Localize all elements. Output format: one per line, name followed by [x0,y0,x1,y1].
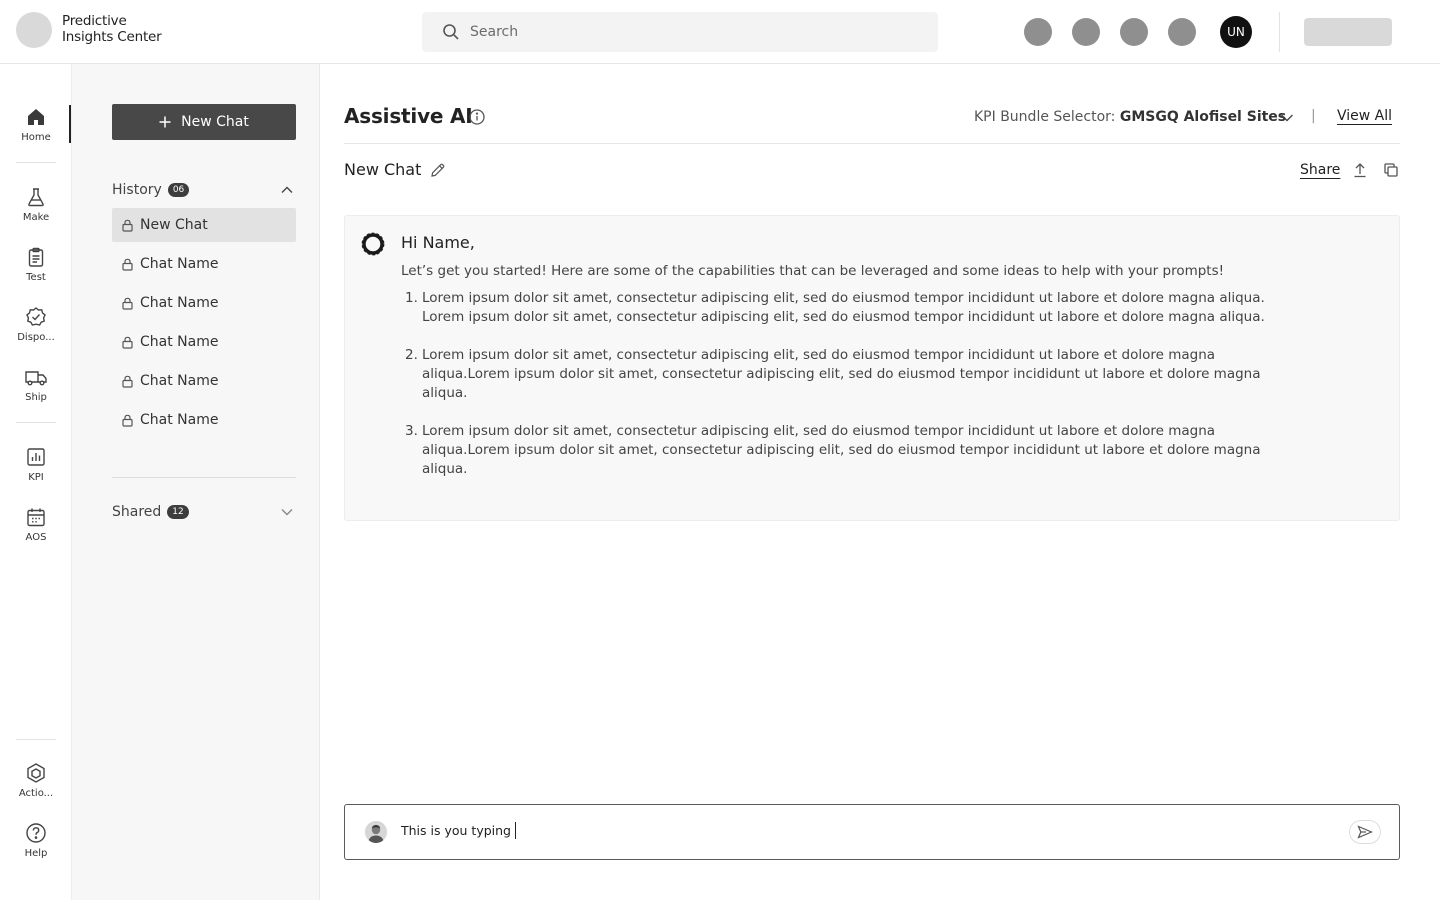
rail-item-kpi[interactable] [0,444,72,500]
app-name [62,13,162,45]
cube-icon [25,762,47,784]
lock-icon [122,375,133,388]
search-bar [422,12,938,52]
history-count-badge: 06 [168,183,189,197]
rail-item-test[interactable] [0,244,72,300]
home-icon [25,106,47,128]
new-chat-button-label: New Chat [181,114,249,130]
kpi-bundle-selector[interactable] [974,109,1286,125]
chevron-up-icon[interactable] [280,183,294,197]
left-nav-rail [0,64,72,900]
header-action-3[interactable] [1120,18,1148,46]
header-placeholder-button[interactable] [1304,18,1392,46]
pencil-icon[interactable] [430,162,446,178]
search-icon [442,23,460,41]
chevron-down-icon[interactable] [1280,112,1294,124]
history-item[interactable] [112,403,296,437]
flask-icon [25,186,47,208]
header-action-2[interactable] [1072,18,1100,46]
rail-item-home[interactable] [0,104,72,160]
share-link[interactable]: Share [1300,162,1341,178]
page-title: Assistive AI [344,104,473,128]
user-photo-avatar [365,821,387,843]
list-item [401,289,1271,327]
history-item-label: New Chat [140,217,208,233]
rail-label: Home [21,132,51,143]
rail-label: Test [26,272,46,283]
rail-label: KPI [28,472,44,483]
rail-label: Help [24,848,48,859]
rail-item-make[interactable] [0,184,72,240]
rail-item-ship[interactable] [0,364,72,420]
chat-history-panel [72,64,320,900]
assistant-avatar-icon [361,232,385,256]
rail-label: AOS [25,532,47,543]
main-divider [344,143,1400,144]
history-title: History [112,182,162,198]
list-item-number: 1. [405,290,418,306]
text-cursor [515,822,516,839]
shared-title: Shared [112,504,162,520]
user-avatar[interactable]: UN [1220,16,1252,48]
rail-label: Actio... [18,788,54,799]
history-item-label: Chat Name [140,412,219,428]
truck-icon [24,366,48,388]
header-action-1[interactable] [1024,18,1052,46]
header-action-4[interactable] [1168,18,1196,46]
header-pipe-divider: | [1311,108,1316,124]
lock-icon [122,258,133,271]
capability-list [401,289,1271,498]
list-item [401,346,1271,403]
chat-title: New Chat [344,160,422,179]
list-item-text: Lorem ipsum dolor sit amet, consectetur adipiscing elit, sed do eiusmod tempor incididunt ut labore et dolore magna aliqua. Lorem ipsum dolor sit amet, consectetur adipiscing elit, sed do eiusmod tempor incididunt ut labore et dolore magna aliqua. [422,290,1265,325]
rail-item-disposition[interactable] [0,304,72,360]
list-item-number: 2. [405,347,418,363]
history-item[interactable] [112,247,296,281]
rail-item-help[interactable] [0,820,72,876]
app-logo[interactable] [16,12,52,48]
send-icon [1357,825,1373,839]
chat-input-text[interactable] [401,822,516,839]
new-chat-button[interactable] [112,104,296,140]
assistant-intro: Let’s get you started! Here are some of the capabilities that can be leveraged and some ideas to help with your prompts! [401,263,1225,279]
top-bar [0,0,1440,64]
shared-count-badge: 12 [167,505,188,519]
kpi-bundle-value: GMSGQ Alofisel Sites [1119,109,1287,125]
rail-divider [16,739,56,740]
send-button[interactable] [1349,820,1381,844]
header-divider [1279,12,1280,52]
badge-check-icon [25,306,47,328]
assistant-greeting: Hi Name, [401,233,475,252]
shared-section-header[interactable] [112,502,296,522]
history-item-label: Chat Name [140,295,219,311]
rail-label: Make [22,212,50,223]
history-item-label: Chat Name [140,256,219,272]
chat-input-box[interactable] [344,804,1400,860]
chevron-down-icon[interactable] [280,505,294,519]
history-section-header[interactable] [112,180,296,200]
rail-item-actions[interactable] [0,760,72,816]
rail-divider [16,422,56,423]
rail-label: Dispo... [17,332,55,343]
copy-icon[interactable] [1383,162,1399,178]
history-item[interactable] [112,208,296,242]
rail-divider [16,162,56,163]
lock-icon [122,297,133,310]
chat-input-value: This is you typing [401,823,511,838]
app-name-line2: Insights Center [62,29,162,45]
help-icon [25,822,47,844]
panel-divider [112,477,296,478]
lock-icon [122,336,133,349]
lock-icon [122,219,133,232]
info-icon[interactable] [469,109,485,125]
history-item[interactable] [112,364,296,398]
user-photo-icon [365,821,387,843]
calendar-icon [25,506,47,528]
plus-icon [159,116,171,128]
rail-item-aos[interactable] [0,504,72,560]
lock-icon [122,414,133,427]
kpi-bundle-label: KPI Bundle Selector: [974,109,1116,125]
assistant-message [344,215,1400,521]
clipboard-icon [25,246,47,268]
search-input[interactable] [470,12,910,52]
app-name-line1: Predictive [62,13,127,29]
list-item-number: 3. [405,423,418,439]
history-item-label: Chat Name [140,373,219,389]
upload-icon[interactable] [1353,162,1367,178]
list-item-text: Lorem ipsum dolor sit amet, consectetur adipiscing elit, sed do eiusmod tempor incididunt ut labore et dolore magna aliqua.Lorem ipsum dolor sit amet, consectetur adipiscing elit, sed do eiusmod tempor incididunt ut labore et dolore magna aliqua. [422,347,1261,401]
bar-chart-icon [25,446,47,468]
history-item-label: Chat Name [140,334,219,350]
list-item-text: Lorem ipsum dolor sit amet, consectetur adipiscing elit, sed do eiusmod tempor incididunt ut labore et dolore magna aliqua.Lorem ipsum dolor sit amet, consectetur adipiscing elit, sed do eiusmod tempor incididunt ut labore et dolore magna aliqua. [422,423,1261,477]
history-item[interactable] [112,325,296,359]
rail-label: Ship [25,392,47,403]
history-item[interactable] [112,286,296,320]
list-item [401,422,1271,479]
view-all-link[interactable]: View All [1337,108,1393,124]
